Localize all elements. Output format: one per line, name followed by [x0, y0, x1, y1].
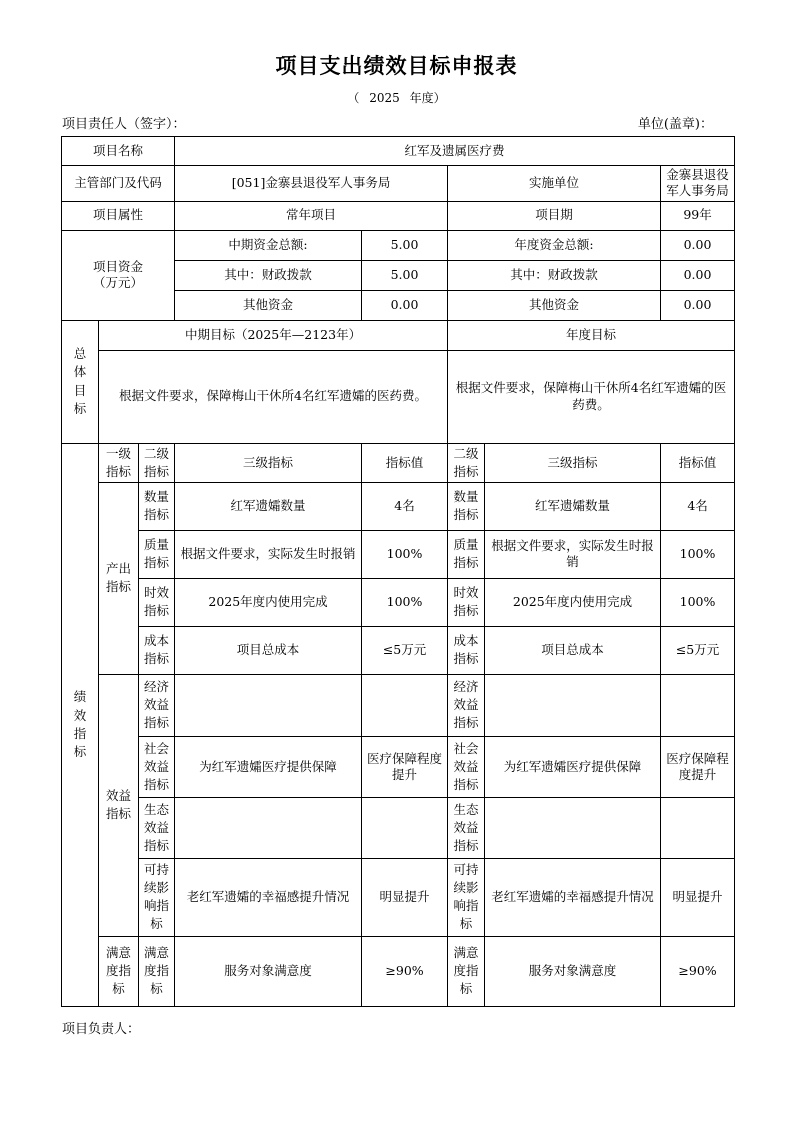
- year-l2-cost: 成本指标: [448, 626, 485, 674]
- impl-unit-label: 实施单位: [448, 166, 661, 202]
- mid-value-cost: ≤5万元: [362, 626, 448, 674]
- mid-l3-satisfaction: 服务对象满意度: [175, 936, 362, 1006]
- project-name-value: 红军及遗属医疗费: [175, 137, 735, 166]
- mid-l3-quality: 根据文件要求，实际发生时报销: [175, 530, 362, 578]
- form-title: 项目支出绩效目标申报表: [275, 53, 518, 78]
- mid-level2-header: 二级指标: [139, 443, 175, 482]
- mid-other-value: 0.00: [362, 290, 448, 320]
- mid-l3-social: 为红军遗孀医疗提供保障: [175, 736, 362, 797]
- year-l3-timeliness: 2025年度内使用完成: [485, 578, 661, 626]
- year-l2-satisfaction: 满意度指标: [448, 936, 485, 1006]
- year-value-quantity: 4名: [661, 482, 735, 530]
- year-value-economic: [661, 674, 735, 736]
- year-total-value: 0.00: [661, 230, 735, 260]
- mid-l3-timeliness: 2025年度内使用完成: [175, 578, 362, 626]
- output-indicator-label: 产出指标: [99, 482, 139, 674]
- mid-l3-cost: 项目总成本: [175, 626, 362, 674]
- year-value-sustainable: 明显提升: [661, 858, 735, 936]
- year-level2-header: 二级指标: [448, 443, 485, 482]
- responsible-signature-label: 项目责任人（签字）：: [62, 117, 186, 132]
- year-l2-quality: 质量指标: [448, 530, 485, 578]
- year-line: [0, 89, 793, 106]
- year-value: 2025: [369, 91, 400, 105]
- dept-label: 主管部门及代码: [62, 166, 175, 202]
- mid-value-social: 医疗保障程度提升: [362, 736, 448, 797]
- mid-goal-header: 中期目标（2025年—2123年）: [99, 320, 448, 350]
- mid-l2-quality: 质量指标: [139, 530, 175, 578]
- year-level3-header: 三级指标: [485, 443, 661, 482]
- project-period-value: 99年: [661, 201, 735, 230]
- year-l3-cost: 项目总成本: [485, 626, 661, 674]
- year-l3-quantity: 红军遗孀数量: [485, 482, 661, 530]
- year-fiscal-label: 其中：财政拨款: [448, 260, 661, 290]
- year-open-paren: （: [347, 91, 360, 105]
- year-value-ecological: [661, 797, 735, 858]
- mid-l2-sustainable: 可持续影响指标: [139, 858, 175, 936]
- year-l2-timeliness: 时效指标: [448, 578, 485, 626]
- mid-l2-ecological: 生态效益指标: [139, 797, 175, 858]
- year-other-label: 其他资金: [448, 290, 661, 320]
- year-value-header: 指标值: [661, 443, 735, 482]
- year-fiscal-value: 0.00: [661, 260, 735, 290]
- year-value-satisfaction: ≥90%: [661, 936, 735, 1006]
- mid-l2-cost: 成本指标: [139, 626, 175, 674]
- year-value-timeliness: 100%: [661, 578, 735, 626]
- mid-l2-quantity: 数量指标: [139, 482, 175, 530]
- year-value-cost: ≤5万元: [661, 626, 735, 674]
- year-l3-ecological: [485, 797, 661, 858]
- mid-l3-sustainable: 老红军遗孀的幸福感提升情况: [175, 858, 362, 936]
- mid-value-satisfaction: ≥90%: [362, 936, 448, 1006]
- project-attr-label: 项目属性: [62, 201, 175, 230]
- project-attr-value: 常年项目: [175, 201, 448, 230]
- year-l2-economic: 经济效益指标: [448, 674, 485, 736]
- mid-value-sustainable: 明显提升: [362, 858, 448, 936]
- year-l3-satisfaction: 服务对象满意度: [485, 936, 661, 1006]
- mid-l3-ecological: [175, 797, 362, 858]
- year-l2-quantity: 数量指标: [448, 482, 485, 530]
- dept-value: [051]金寨县退役军人事务局: [175, 166, 448, 202]
- mid-l3-economic: [175, 674, 362, 736]
- year-value-social: 医疗保障程度提升: [661, 736, 735, 797]
- performance-form-table: [61, 136, 735, 1007]
- year-total-label: 年度资金总额:: [448, 230, 661, 260]
- year-l3-sustainable: 老红军遗孀的幸福感提升情况: [485, 858, 661, 936]
- mid-fiscal-value: 5.00: [362, 260, 448, 290]
- year-l3-quality: 根据文件要求，实际发生时报销: [485, 530, 661, 578]
- mid-fiscal-label: 其中：财政拨款: [175, 260, 362, 290]
- year-l2-ecological: 生态效益指标: [448, 797, 485, 858]
- mid-total-label: 中期资金总额:: [175, 230, 362, 260]
- year-value-quality: 100%: [661, 530, 735, 578]
- mid-goal-text: 根据文件要求，保障梅山干休所4名红军遗孀的医药费。: [99, 350, 448, 443]
- project-name-label: 项目名称: [62, 137, 175, 166]
- mid-level3-header: 三级指标: [175, 443, 362, 482]
- project-period-label: 项目期: [448, 201, 661, 230]
- level1-header: 一级指标: [99, 443, 139, 482]
- year-l3-social: 为红军遗孀医疗提供保障: [485, 736, 661, 797]
- year-goal-header: 年度目标: [448, 320, 735, 350]
- unit-seal-label: 单位(盖章)：: [637, 117, 713, 132]
- mid-l2-satisfaction: 满意度指标: [139, 936, 175, 1006]
- funds-label: 项目资金 （万元）: [62, 230, 175, 320]
- mid-value-quantity: 4名: [362, 482, 448, 530]
- year-other-value: 0.00: [661, 290, 735, 320]
- year-l3-economic: [485, 674, 661, 736]
- mid-l2-timeliness: 时效指标: [139, 578, 175, 626]
- mid-total-value: 5.00: [362, 230, 448, 260]
- mid-l2-economic: 经济效益指标: [139, 674, 175, 736]
- mid-l3-quantity: 红军遗孀数量: [175, 482, 362, 530]
- year-suffix: 年度）: [409, 91, 446, 105]
- mid-value-economic: [362, 674, 448, 736]
- satisfaction-indicator-label: 满意度指标: [99, 936, 139, 1006]
- year-l2-sustainable: 可持续影响指标: [448, 858, 485, 936]
- mid-value-quality: 100%: [362, 530, 448, 578]
- mid-value-ecological: [362, 797, 448, 858]
- benefit-indicator-label: 效益指标: [99, 674, 139, 936]
- mid-value-timeliness: 100%: [362, 578, 448, 626]
- mid-l2-social: 社会效益指标: [139, 736, 175, 797]
- year-l2-social: 社会效益指标: [448, 736, 485, 797]
- mid-value-header: 指标值: [362, 443, 448, 482]
- project-leader-label: 项目负责人：: [62, 1022, 141, 1037]
- perf-indicator-label: 绩效指标: [62, 443, 99, 1006]
- year-goal-text: 根据文件要求，保障梅山干休所4名红军遗孀的医药费。: [448, 350, 735, 443]
- impl-unit-value: 金寨县退役军人事务局: [661, 166, 735, 202]
- overall-goal-label: 总体目标: [62, 320, 99, 443]
- mid-other-label: 其他资金: [175, 290, 362, 320]
